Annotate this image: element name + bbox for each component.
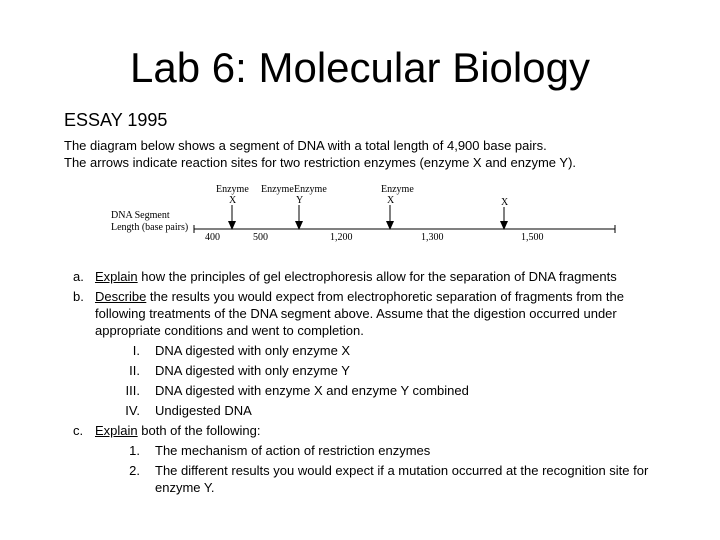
enzyme-letter: X [501,197,509,208]
question-a [95,268,617,285]
intro-line: The diagram below shows a segment of DNA with a total length of 4,900 base pairs. [64,138,547,153]
subitem-number: II. [129,363,140,378]
enzyme-letter: X [387,195,395,206]
segment-length: 1,300 [421,232,444,243]
question-text-line: following treatments of the DNA segment above. Assume that the digestion occurred under [95,306,617,321]
enzyme-label: Enzyme [294,184,327,195]
subitem-text: The different results you would expect if a mutation occurred at the recognition site for [155,463,649,478]
enzyme-letter: X [229,195,237,206]
question-text-line: appropriate conditions and went to completion. [95,323,364,338]
question-text: how the principles of gel electrophoresis allow for the separation of DNA fragments [137,269,617,284]
question-c [95,422,261,439]
subitem-text: DNA digested with only enzyme Y [155,363,350,378]
enzyme-letter: Y [296,195,304,206]
enzyme-label: Enzyme [261,184,294,195]
question-letter: b. [73,289,84,304]
intro-line: The arrows indicate reaction sites for two restriction enzymes (enzyme X and enzyme Y). [64,155,577,170]
subitem-text: The mechanism of action of restriction enzymes [155,443,431,458]
slide-title: Lab 6: Molecular Biology [130,44,590,91]
enzyme-label: Enzyme [216,184,249,195]
enzyme-label: Enzyme [381,184,414,195]
segment-length: 400 [205,232,220,243]
subitem-text: Undigested DNA [155,403,252,418]
question-verb: Explain [95,423,138,438]
question-text: both of the following: [137,423,261,438]
subitem-text: DNA digested with only enzyme X [155,343,351,358]
subitem-number: IV. [125,403,140,418]
question-letter: c. [73,423,84,438]
question-verb: Describe [95,289,147,304]
dna-segment-label: DNA Segment [111,210,170,221]
question-letter: a. [73,269,84,284]
essay-heading: ESSAY 1995 [64,110,168,130]
subitem-number: III. [125,383,140,398]
subitem-text: DNA digested with enzyme X and enzyme Y combined [155,383,469,398]
subitem-number: 2. [129,463,140,478]
question-text: the results you would expect from electrophoretic separation of fragments from the [146,289,624,304]
question-verb: Explain [95,269,138,284]
dna-restriction-diagram [108,183,628,245]
segment-length: 500 [253,232,268,243]
segment-length: 1,200 [330,232,353,243]
question-b [95,288,624,305]
segment-length: 1,500 [521,232,544,243]
subitem-text-line: enzyme Y. [155,480,215,495]
subitem-number: 1. [129,443,140,458]
subitem-number: I. [132,343,140,358]
intro-paragraph [64,137,704,171]
length-label: Length (base pairs) [111,222,189,233]
